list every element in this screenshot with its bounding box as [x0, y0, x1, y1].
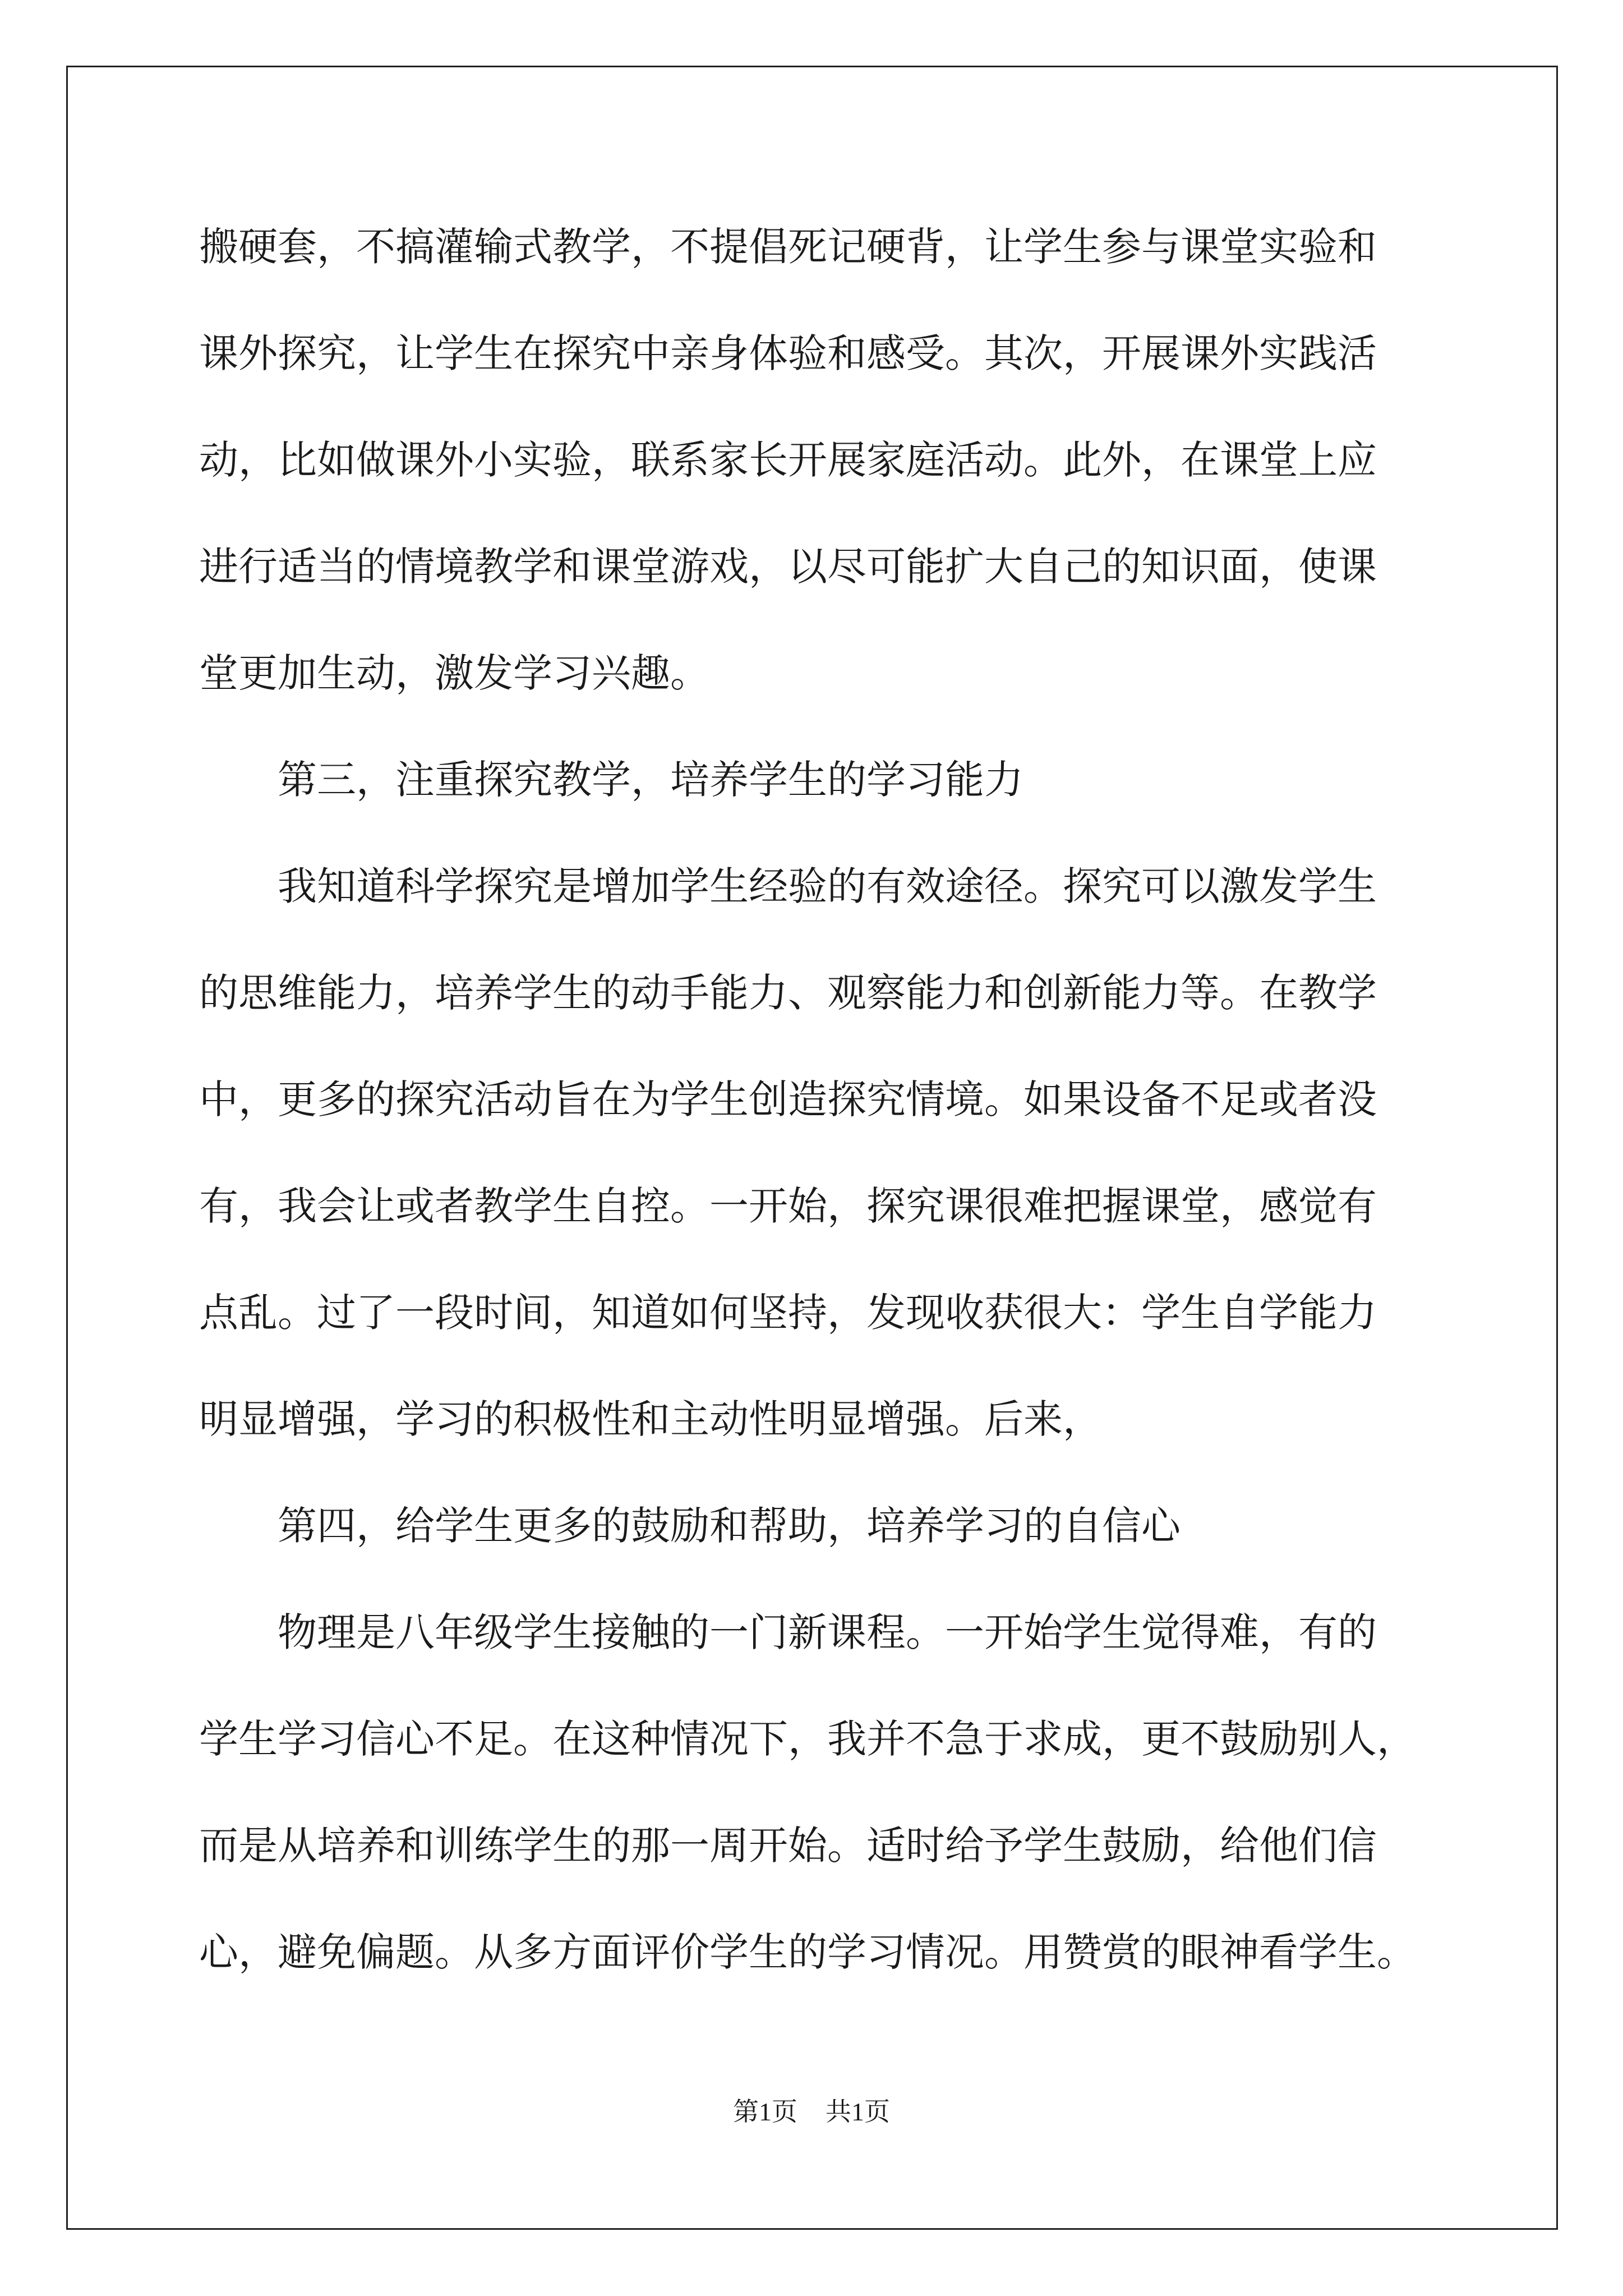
paragraph-first-line: 物理是八年级学生接触的一门新课程。一开始学生觉得难，有的 [278, 1609, 1377, 1655]
text-line: 明显增强，学习的积极性和主动性明显增强。后来， [199, 1396, 1102, 1442]
page-number-current: 第1页 [733, 2097, 797, 2126]
document-body [199, 208, 1433, 2019]
text-line: 有，我会让或者教学生自控。一开始，探究课很难把握课堂，感觉有 [199, 1183, 1377, 1229]
page-number-total: 共1页 [826, 2097, 890, 2126]
text-line: 中，更多的探究活动旨在为学生创造探究情境。如果设备不足或者没 [199, 1076, 1377, 1122]
text-line: 搬硬套，不搞灌输式教学，不提倡死记硬背，让学生参与课堂实验和 [199, 224, 1377, 270]
section-heading-3: 第三，注重探究教学，培养学生的学习能力 [278, 757, 1023, 803]
text-line: 课外探究，让学生在探究中亲身体验和感受。其次，开展课外实践活 [199, 330, 1377, 376]
page-footer [0, 2095, 1623, 2129]
text-line: 动，比如做课外小实验，联系家长开展家庭活动。此外，在课堂上应 [199, 437, 1377, 483]
text-line: 堂更加生动，激发学习兴趣。 [199, 650, 709, 696]
text-line: 进行适当的情境教学和课堂游戏，以尽可能扩大自己的知识面，使课 [199, 544, 1377, 590]
text-line: 心，避免偏题。从多方面评价学生的学习情况。用赞赏的眼神看学生。 [199, 1929, 1416, 1975]
text-line: 点乱。过了一段时间，知道如何坚持，发现收获很大：学生自学能力 [199, 1290, 1377, 1336]
text-line: 的思维能力，培养学生的动手能力、观察能力和创新能力等。在教学 [199, 970, 1377, 1016]
section-heading-4: 第四，给学生更多的鼓励和帮助，培养学习的自信心 [278, 1503, 1181, 1549]
text-line: 学生学习信心不足。在这种情况下，我并不急于求成，更不鼓励别人， [199, 1716, 1416, 1762]
text-line: 而是从培养和训练学生的那一周开始。适时给予学生鼓励，给他们信 [199, 1823, 1377, 1869]
paragraph-first-line: 我知道科学探究是增加学生经验的有效途径。探究可以激发学生 [278, 863, 1377, 909]
